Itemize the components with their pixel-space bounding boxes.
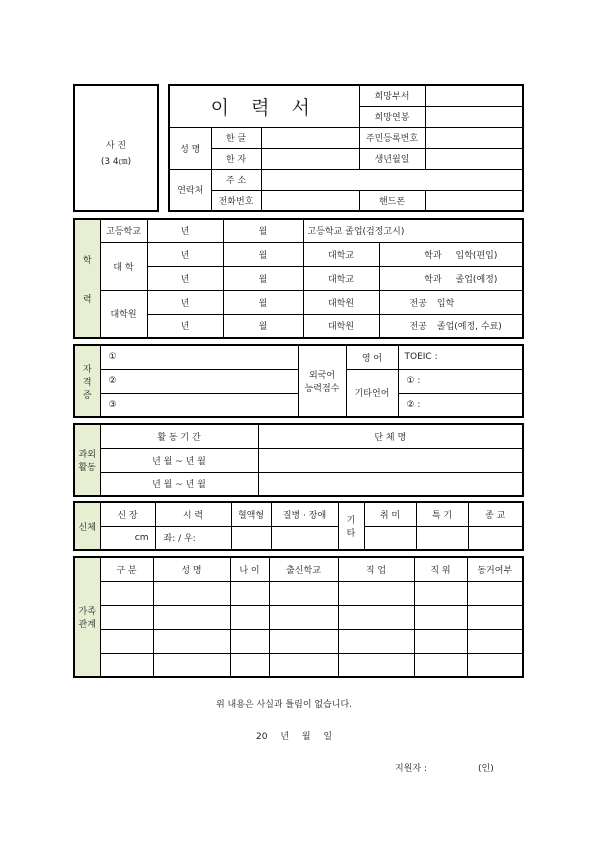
grad-month-1: 월 bbox=[223, 290, 303, 314]
height-label: 신 장 bbox=[100, 502, 155, 526]
hobby-label: 취 미 bbox=[364, 502, 416, 526]
photo-size: (3 4㎝) bbox=[100, 157, 132, 167]
english-label: 영 어 bbox=[346, 345, 398, 369]
certificates-table bbox=[73, 344, 524, 418]
table-row bbox=[74, 653, 523, 677]
table-row bbox=[74, 581, 523, 605]
grad-name-1: 대학원 bbox=[303, 290, 379, 314]
univ-name-2: 대학교 bbox=[303, 266, 379, 290]
hs-graduation: 고등학교 졸업(검정고시) bbox=[303, 219, 523, 242]
resident-no-label: 주민등록번호 bbox=[359, 127, 425, 148]
table-row bbox=[74, 629, 523, 653]
seal-mark: (인) bbox=[478, 764, 494, 774]
univ-name-1: 대학교 bbox=[303, 242, 379, 266]
grad-year-2: 년 bbox=[147, 314, 223, 338]
hs-month: 월 bbox=[223, 219, 303, 242]
family-header-school: 출신학교 bbox=[269, 557, 338, 581]
toeic-field[interactable]: TOEIC : bbox=[398, 345, 523, 369]
family-section-label: 가족 관계 bbox=[74, 557, 100, 677]
hangul-name-field[interactable] bbox=[261, 127, 359, 148]
name-label: 성 명 bbox=[169, 127, 211, 169]
univ-year-1: 년 bbox=[147, 242, 223, 266]
activity-period-2[interactable]: 년 월 ~ 년 월 bbox=[100, 472, 258, 496]
family-header-cohabit: 동거여부 bbox=[467, 557, 523, 581]
etc-label: 기 타 bbox=[338, 502, 364, 550]
family-header-relation: 구 분 bbox=[100, 557, 153, 581]
grad-year-1: 년 bbox=[147, 290, 223, 314]
family-header-age: 나 이 bbox=[230, 557, 269, 581]
grad-completion-row[interactable]: 전공 졸업(예정, 수료) bbox=[379, 314, 523, 338]
resident-no-field[interactable] bbox=[425, 127, 523, 148]
mobile-field[interactable] bbox=[425, 190, 523, 211]
hanja-name-field[interactable] bbox=[261, 148, 359, 169]
statement: 위 내용은 사실과 틀림이 없습니다. bbox=[216, 700, 353, 710]
physical-section-label: 신체 bbox=[74, 502, 100, 550]
univ-grad-row[interactable]: 학과 졸업(예정) bbox=[379, 266, 523, 290]
grad-name-2: 대학원 bbox=[303, 314, 379, 338]
vision-field[interactable]: 좌: / 우: bbox=[155, 526, 231, 550]
univ-month-2: 월 bbox=[223, 266, 303, 290]
hangul-label: 한 글 bbox=[211, 127, 261, 148]
activity-period-1[interactable]: 년 월 ~ 년 월 bbox=[100, 448, 258, 472]
title-cell bbox=[169, 85, 359, 127]
disability-label: 질병 · 장애 bbox=[271, 502, 338, 526]
hs-year: 년 bbox=[147, 219, 223, 242]
vision-label: 시 력 bbox=[155, 502, 231, 526]
hanja-label: 한 자 bbox=[211, 148, 261, 169]
organization-1[interactable] bbox=[258, 448, 523, 472]
univ-month-1: 월 bbox=[223, 242, 303, 266]
activities-table bbox=[73, 423, 524, 497]
applicant-label: 지원자 : bbox=[395, 764, 427, 774]
height-field[interactable]: cm bbox=[100, 526, 155, 550]
skill-label: 특 기 bbox=[416, 502, 468, 526]
univ-year-2: 년 bbox=[147, 266, 223, 290]
address-field[interactable] bbox=[261, 169, 523, 190]
birth-label: 생년월일 bbox=[359, 148, 425, 169]
hobby-field[interactable] bbox=[364, 526, 416, 550]
education-table bbox=[73, 218, 524, 339]
desired-dept-label: 희망부서 bbox=[359, 85, 425, 106]
other-language-label: 기타언어 bbox=[346, 369, 398, 417]
language-score-label: 외국어 능력점수 bbox=[298, 345, 346, 417]
religion-field[interactable] bbox=[468, 526, 523, 550]
contact-label: 연락처 bbox=[169, 169, 211, 211]
certificates-section-label: 자 격 증 bbox=[74, 345, 100, 417]
high-school-label: 고등학교 bbox=[100, 219, 147, 242]
phone-field[interactable] bbox=[261, 190, 359, 211]
grad-entry-row[interactable]: 전공 입학 bbox=[379, 290, 523, 314]
blood-type-label: 혈액형 bbox=[231, 502, 271, 526]
address-label: 주 소 bbox=[211, 169, 261, 190]
date-line[interactable]: 20 년 월 일 bbox=[256, 732, 333, 742]
religion-label: 종 교 bbox=[468, 502, 523, 526]
other-language-1[interactable]: ① : bbox=[398, 369, 523, 393]
other-language-2[interactable]: ② : bbox=[398, 393, 523, 417]
phone-label: 전화번호 bbox=[211, 190, 261, 211]
certificate-1[interactable]: ① bbox=[100, 345, 298, 369]
table-row bbox=[74, 605, 523, 629]
family-header-job: 직 업 bbox=[338, 557, 414, 581]
family-table bbox=[73, 556, 524, 678]
birth-field[interactable] bbox=[425, 148, 523, 169]
education-section-label: 학 력 bbox=[74, 219, 100, 338]
desired-salary-label: 희망연봉 bbox=[359, 106, 425, 127]
certificate-2[interactable]: ② bbox=[100, 369, 298, 393]
disability-field[interactable] bbox=[271, 526, 338, 550]
activity-period-header: 활 동 기 간 bbox=[100, 424, 258, 448]
family-header-position: 직 위 bbox=[414, 557, 467, 581]
mobile-label: 핸드폰 bbox=[359, 190, 425, 211]
family-header-name: 성 명 bbox=[153, 557, 230, 581]
grad-month-2: 월 bbox=[223, 314, 303, 338]
physical-info-table bbox=[73, 501, 524, 551]
desired-salary-field[interactable] bbox=[425, 106, 523, 127]
page-title: 이 력 서 bbox=[210, 96, 318, 119]
desired-dept-field[interactable] bbox=[425, 85, 523, 106]
photo-box[interactable] bbox=[73, 84, 159, 212]
university-label: 대 학 bbox=[100, 242, 147, 290]
blood-type-field[interactable] bbox=[231, 526, 271, 550]
organization-header: 단 체 명 bbox=[258, 424, 523, 448]
skill-field[interactable] bbox=[416, 526, 468, 550]
photo-label: 사 진 bbox=[105, 141, 127, 151]
activities-section-label: 과외 활동 bbox=[74, 424, 100, 496]
organization-2[interactable] bbox=[258, 472, 523, 496]
certificate-3[interactable]: ③ bbox=[100, 393, 298, 417]
grad-school-label: 대학원 bbox=[100, 290, 147, 338]
univ-entry-row[interactable]: 학과 입학(편입) bbox=[379, 242, 523, 266]
personal-info-table bbox=[168, 84, 524, 212]
